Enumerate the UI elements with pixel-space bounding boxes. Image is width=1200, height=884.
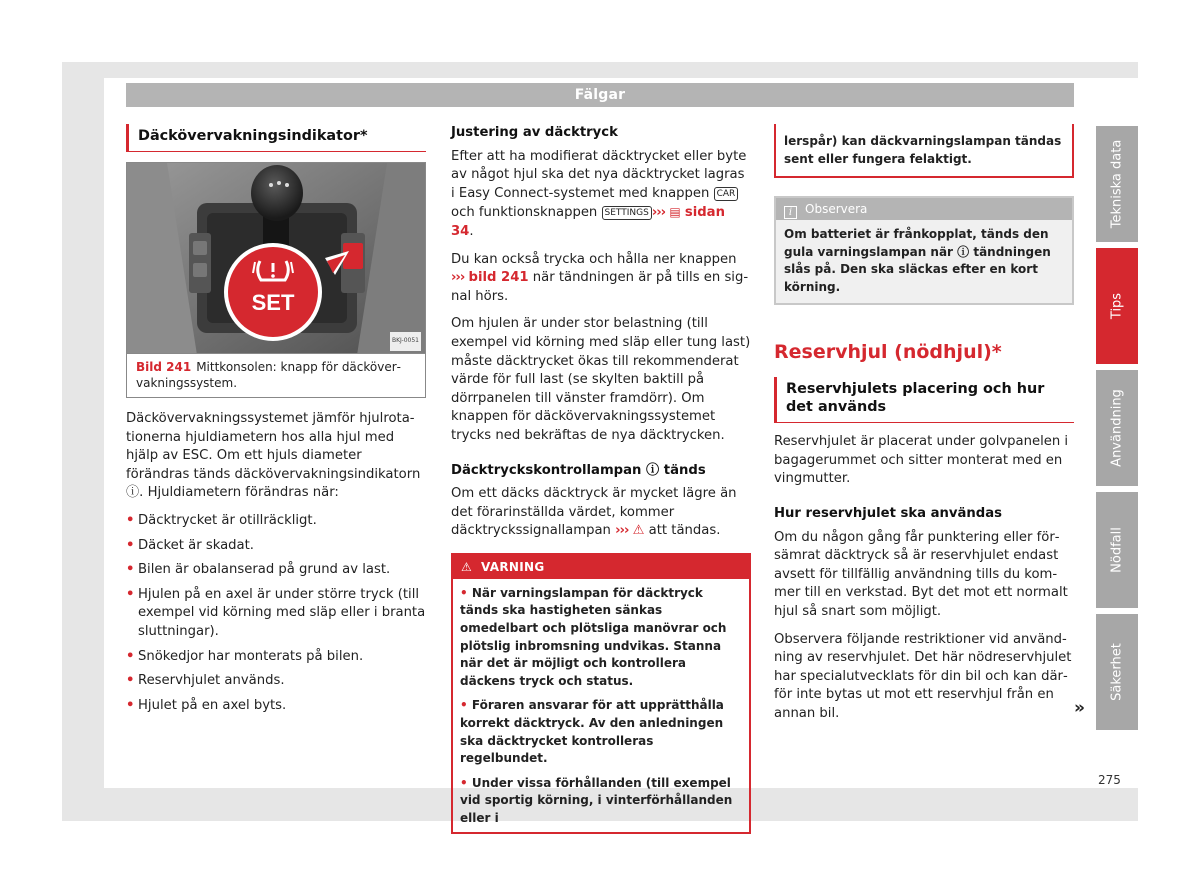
settings-key-icon: SETTINGS (602, 206, 652, 220)
list-item: • Snökedjor har monterats på bilen. (126, 648, 426, 667)
tab-label: Nödfall (1109, 527, 1125, 573)
text-span: Du kan också trycka och hålla ner knappen (451, 251, 737, 267)
warning-triangle-icon: ⚠ (632, 523, 645, 539)
figure-center-console (126, 162, 426, 354)
link-page-34[interactable]: sidan 34 (451, 205, 725, 239)
paragraph-spare-usage: Om du någon gång får punktering eller försämrat däcktryck så är reservhjulet endast avsett för tillfällig användning tills du kommer till en verkstad. Byt det mot ett normalt hjul så snart som möjligt. (774, 529, 1068, 619)
paragraph-warning-lamp (451, 485, 751, 541)
warning-title: VARNING (481, 559, 545, 574)
continue-arrow-icon: » (1074, 698, 1085, 718)
paragraph-spare-restrictions: Observera följande restriktioner vid användning av reservhjulet. Det här nödreservhjulet har specialutvecklats för din bil och kan därför inte bytas ut mot ett reservhjul från en annan bil. (774, 631, 1072, 721)
text-span: Om ett däcks däcktryck är mycket lägre än det förarinställda värdet, kommer däcktryckssignallampan (451, 486, 737, 539)
text-span: när tändningen är på tills en signal hörs. (451, 270, 749, 304)
page-number: 275 (1098, 773, 1121, 787)
tab-label: Tips (1109, 292, 1125, 320)
tab-tips[interactable] (1096, 248, 1138, 364)
reference-arrows: ››› (615, 523, 629, 539)
caption-label: Bild 241 (136, 360, 192, 374)
section-title-tpms: Däckövervakningsindikator* (126, 124, 426, 152)
list-item: • Däcket är skadat. (126, 537, 426, 556)
paragraph-heavy-load: Om hjulen är under stor belastning (till exempel vid körning med släp eller tung last) måste däcktrycket ökas till rekommenderat värde för full last (se skylten baktill på dörrpanelen till vänster framdörr). Om knappen för däckövervakningssystemet trycks ned bekräftas de nya däcktrycken. (451, 316, 751, 443)
chapter-header: Fälgar (126, 83, 1074, 107)
list-item: • Hjulen på en axel är under större tryck (till exempel vid körning med släp eller i branta sluttningar). (126, 586, 426, 642)
tab-nodfall[interactable] (1096, 492, 1138, 608)
paragraph-hold-button (451, 251, 751, 307)
warning-continuation: lerspår) kan däckvarningslampan tändas sent eller fungera felaktigt. (774, 124, 1074, 178)
tab-anvandning[interactable] (1096, 370, 1138, 486)
figure-id: BKJ-0051 (390, 332, 421, 351)
heading-spare-usage: Hur reservhjulet ska användas (774, 505, 1002, 521)
tpms-intro: Däckövervakningssystemet jämför hjulrotationerna hjuldiametern hos alla hjul med hjälp av ESC. Om ett hjuls diameter förändras tänds däckövervakningsindikatorn ⓘ. Hjuldiametern förändras när: (126, 411, 421, 501)
text-span: När varningslampan för däcktryck tänds ska hastigheten sänkas omedelbart och plötsliga manövrar och plötslig inbromsning undvikas. Stanna när det är möjligt och kontrollera däckens tryck och status. (460, 585, 727, 688)
warning-header (453, 555, 749, 579)
note-text: Om batteriet är frånkopplat, tänds den gula varningslampan när ⓘ tändningen slås på. Den ska släckas efter en kort körning. (776, 220, 1072, 302)
tpms-conditions-list (126, 512, 426, 715)
tab-label: Användning (1109, 389, 1125, 467)
reference-arrows: ››› (651, 205, 666, 221)
heading-pressure-adjustment: Justering av däcktryck (451, 125, 618, 140)
column-1 (126, 124, 426, 721)
car-key-icon: CAR (714, 187, 739, 201)
section-title-spare-wheel: Reservhjulets placering och hur det används (774, 377, 1074, 423)
note-box (774, 196, 1074, 304)
set-button-label: SET (251, 290, 295, 315)
main-title-spare-wheel: Reservhjul (nödhjul)* (774, 340, 1002, 363)
paragraph-spare-location: Reservhjulet är placerat under golvpanelen i bagagerummet och sitter monterat med en vingmutter. (774, 434, 1069, 487)
note-header (776, 198, 1072, 220)
paragraph-pressure-adjustment (451, 148, 751, 242)
list-item: • Däcktrycket är otillräckligt. (126, 512, 426, 531)
list-item: • Reservhjulet används. (126, 672, 426, 691)
caption-text: Mittkonsolen: knapp för däckövervakningssystem. (136, 360, 402, 390)
info-icon: i (784, 206, 797, 219)
text-span: Efter att ha modifierat däcktrycket eller byte av något hjul ska det nya däcktrycket lagras i Easy Connect-systemet med knappen (451, 148, 747, 201)
figure-caption (126, 354, 426, 398)
heading-warning-lamp: Däcktryckskontrollampan ⓘ tänds (451, 462, 706, 478)
warning-box (451, 553, 751, 834)
warning-triangle-icon: ⚠ (461, 559, 473, 574)
tab-tekniska-data[interactable] (1096, 126, 1138, 242)
tab-label: Tekniska data (1109, 139, 1125, 229)
column-2 (451, 124, 751, 834)
warning-item: • När varningslampan för däcktryck tänds ska hastigheten sänkas omedelbart och plötsliga manövrar och plötslig inbromsning undvikas. Stanna när det är möjligt och kontrollera däckens tryck och status. (460, 585, 727, 688)
warning-item: • Under vissa förhållanden (till exempel vid sportig körning, i vinterförhållanden eller i (460, 775, 733, 825)
text-span: och funktionsknappen (451, 205, 598, 221)
text-span: att tändas. (648, 523, 721, 539)
text-span: Föraren ansvarar för att upprätthålla korrekt däcktryck. Av den anledningen ska däcktrycket kontrolleras regelbundet. (460, 698, 724, 766)
book-icon: ▤ (669, 205, 681, 220)
console-illustration (127, 163, 426, 354)
warning-item: • Föraren ansvarar för att upprätthålla korrekt däcktryck. Av den anledningen ska däcktrycket kontrolleras regelbundet. (460, 698, 724, 766)
text-span: Under vissa förhållanden (till exempel vid sportig körning, i vinterförhållanden eller i (460, 775, 733, 825)
tab-label: Säkerhet (1109, 643, 1125, 701)
note-title: Observera (805, 202, 868, 217)
list-item: • Bilen är obalanserad på grund av last. (126, 561, 426, 580)
tab-sakerhet[interactable] (1096, 614, 1138, 730)
link-figure-241[interactable]: bild 241 (468, 270, 529, 286)
reference-arrows: ››› (451, 270, 465, 286)
column-3 (774, 124, 1074, 732)
warning-body (453, 579, 749, 832)
list-item: • Hjulet på en axel byts. (126, 697, 426, 716)
text-span: . (469, 223, 474, 239)
